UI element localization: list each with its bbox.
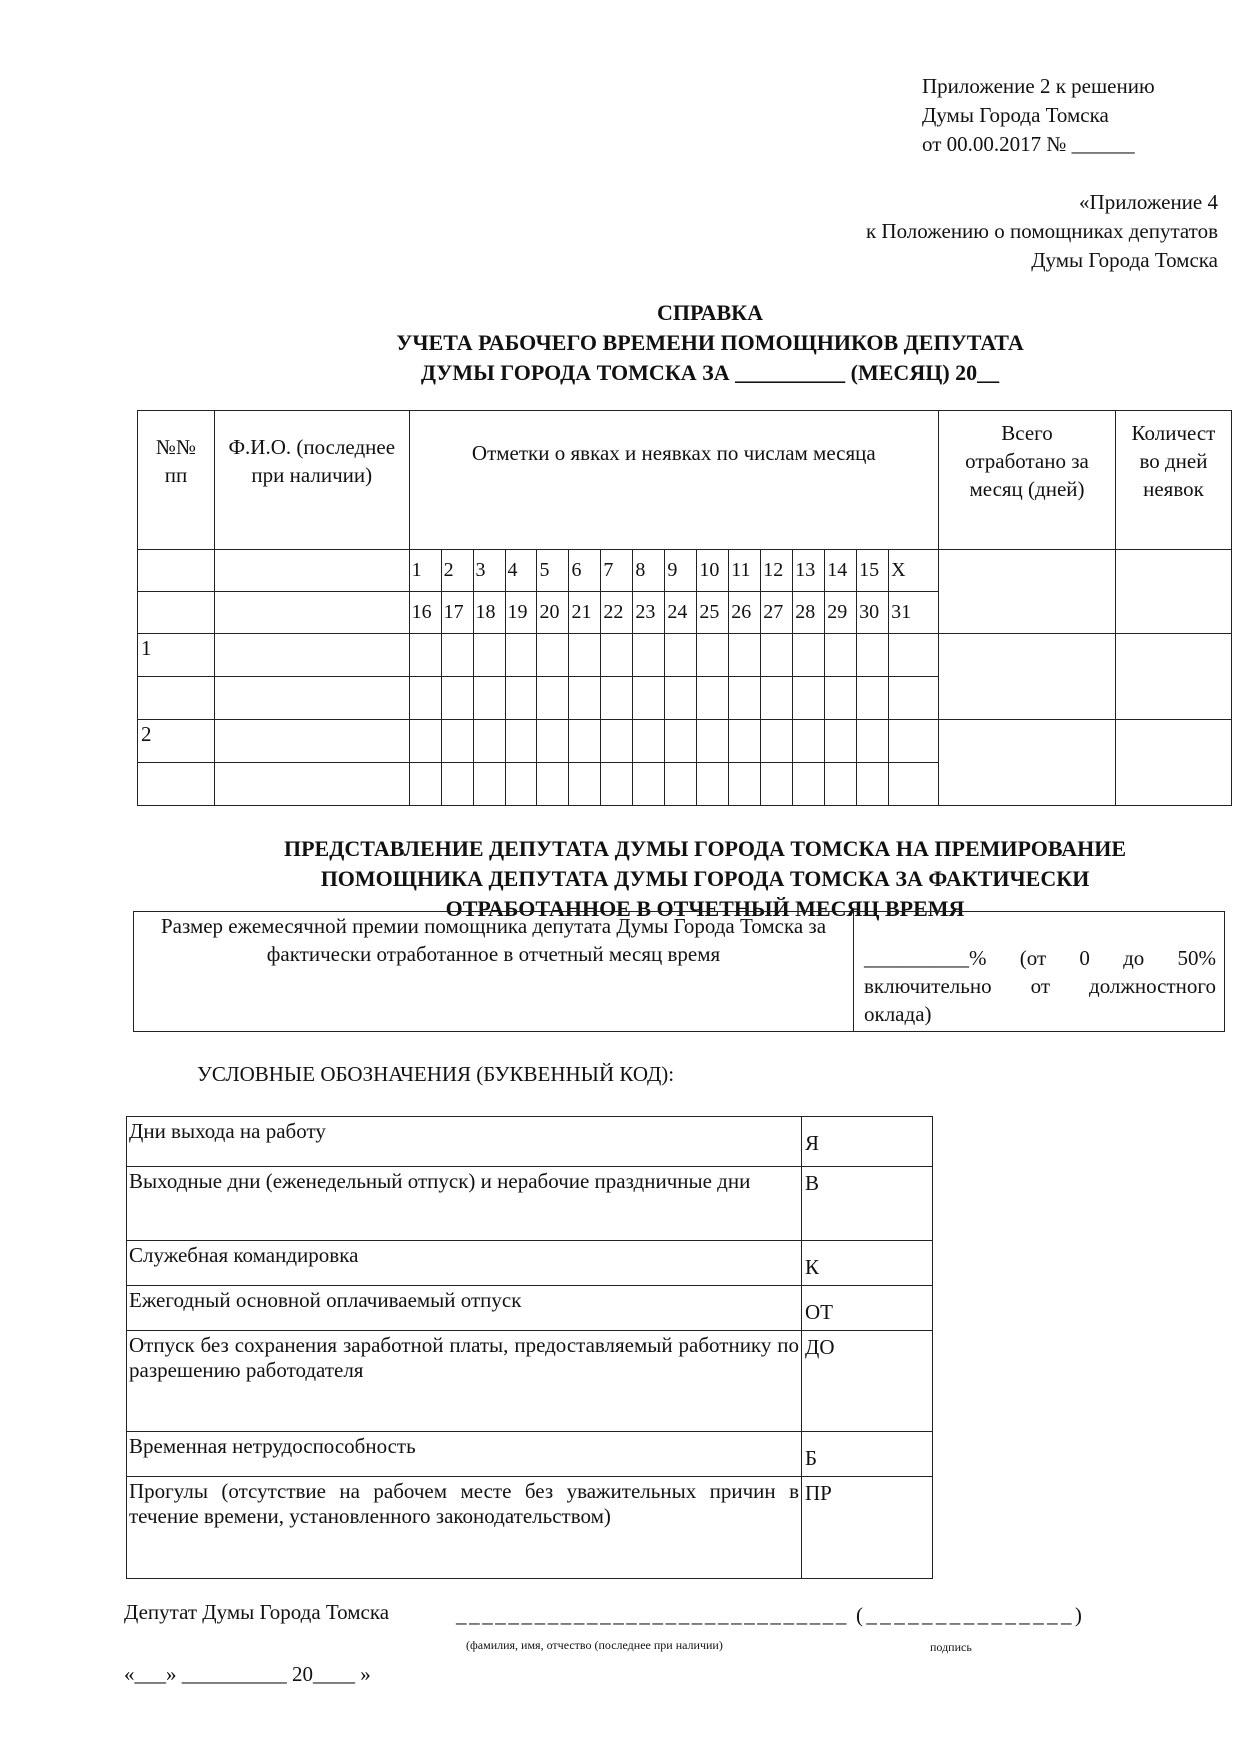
table-row [138, 720, 1232, 763]
day-label: 13 [793, 550, 825, 592]
ref-line: Думы Города Томска [922, 103, 1109, 127]
cell [214, 550, 409, 592]
day-label: 12 [761, 550, 793, 592]
day-mark-cell[interactable] [729, 677, 761, 720]
row-number: 2 [138, 720, 215, 763]
day-mark-cell[interactable] [601, 677, 633, 720]
legend-code: Я [802, 1117, 933, 1167]
day-mark-cell[interactable] [889, 634, 939, 677]
day-mark-cell[interactable] [665, 763, 697, 806]
days-row [138, 550, 1232, 592]
day-label: 11 [729, 550, 761, 592]
legend-title: УСЛОВНЫЕ ОБОЗНАЧЕНИЯ (БУКВЕННЫЙ КОД): [197, 1062, 675, 1086]
day-label: 22 [601, 592, 633, 634]
legend-row [127, 1286, 933, 1331]
document-title [250, 298, 1170, 388]
title-line: ПРЕДСТАВЛЕНИЕ ДЕПУТАТА ДУМЫ ГОРОДА ТОМСКА НА ПРЕМИРОВАНИЕ [284, 836, 1126, 861]
col-num: №№ пп [138, 411, 215, 550]
day-mark-cell[interactable] [505, 677, 537, 720]
total-cell[interactable] [939, 634, 1116, 720]
day-mark-cell[interactable] [505, 763, 537, 806]
day-mark-cell[interactable] [409, 677, 441, 720]
day-label: 15 [857, 550, 889, 592]
day-mark-cell[interactable] [633, 720, 665, 763]
day-label: 23 [633, 592, 665, 634]
day-mark-cell[interactable] [441, 720, 473, 763]
day-mark-cell[interactable] [825, 677, 857, 720]
legend-code: Б [802, 1432, 933, 1477]
legend-text: Отпуск без сохранения заработной платы, предоставляемый работнику по разрешению работодателя [127, 1331, 802, 1432]
bonus-label: Размер ежемесячной премии помощника депутата Думы Города Томска за фактически отработанное в отчетный месяц время [134, 912, 854, 1032]
bonus-table [133, 911, 1225, 1032]
day-mark-cell[interactable] [729, 634, 761, 677]
day-mark-cell[interactable] [697, 720, 729, 763]
legend-code: ДО [802, 1331, 933, 1432]
day-label: 16 [409, 592, 441, 634]
legend-text: Ежегодный основной оплачиваемый отпуск [127, 1286, 802, 1331]
day-mark-cell[interactable] [697, 677, 729, 720]
legend-row [127, 1331, 933, 1432]
day-label: 8 [633, 550, 665, 592]
absent-cell[interactable] [1115, 720, 1231, 806]
cell [138, 592, 215, 634]
legend-code: К [802, 1241, 933, 1286]
day-mark-cell[interactable] [889, 720, 939, 763]
day-label: 29 [825, 592, 857, 634]
legend-text: Временная нетрудоспособность [127, 1432, 802, 1477]
day-mark-cell[interactable] [441, 763, 473, 806]
table-header [138, 411, 1232, 550]
day-mark-cell[interactable] [665, 634, 697, 677]
day-mark-cell[interactable] [633, 763, 665, 806]
day-mark-cell[interactable] [793, 763, 825, 806]
day-mark-cell[interactable] [857, 677, 889, 720]
ref-line: Приложение 2 к решению [922, 74, 1155, 98]
fio-cell[interactable] [214, 763, 409, 806]
day-mark-cell[interactable] [409, 634, 441, 677]
legend-row [127, 1432, 933, 1477]
day-mark-cell[interactable] [825, 720, 857, 763]
date-field[interactable]: «___» __________ 20____ » [124, 1662, 371, 1686]
day-mark-cell[interactable] [761, 763, 793, 806]
day-mark-cell[interactable] [857, 634, 889, 677]
legend-code: ПР [802, 1477, 933, 1579]
day-mark-cell[interactable] [825, 763, 857, 806]
title-line: ПОМОЩНИКА ДЕПУТАТА ДУМЫ ГОРОДА ТОМСКА ЗА ФАКТИЧЕСКИ [320, 866, 1090, 891]
day-mark-cell[interactable] [697, 634, 729, 677]
legend-row [127, 1241, 933, 1286]
day-mark-cell[interactable] [473, 677, 505, 720]
day-mark-cell[interactable] [633, 677, 665, 720]
title-line: ДУМЫ ГОРОДА ТОМСКА ЗА __________ (МЕСЯЦ) 20__ [420, 360, 1000, 385]
ref-line: «Приложение 4 [1079, 190, 1218, 214]
ref-line: Думы Города Томска [1031, 248, 1218, 272]
day-mark-cell[interactable] [793, 720, 825, 763]
day-mark-cell[interactable] [569, 677, 601, 720]
ref-line: от 00.00.2017 № ______ [922, 132, 1135, 156]
day-mark-cell[interactable] [473, 720, 505, 763]
day-mark-cell[interactable] [857, 720, 889, 763]
day-mark-cell[interactable] [441, 677, 473, 720]
bonus-value-field[interactable]: __________% (от 0 до 50% включительно от должностного оклада) [854, 912, 1225, 1032]
legend-table [126, 1116, 933, 1579]
cell [138, 677, 215, 720]
day-mark-cell[interactable] [409, 763, 441, 806]
day-mark-cell[interactable] [761, 720, 793, 763]
absent-cell[interactable] [1115, 634, 1231, 720]
day-label: 19 [505, 592, 537, 634]
table-row [138, 634, 1232, 677]
day-mark-cell[interactable] [665, 677, 697, 720]
day-label: 18 [473, 592, 505, 634]
fio-cell[interactable] [214, 634, 409, 677]
legend-row [127, 1117, 933, 1167]
day-mark-cell[interactable] [729, 763, 761, 806]
day-label: 25 [697, 592, 729, 634]
day-label: 10 [697, 550, 729, 592]
day-label: 27 [761, 592, 793, 634]
cell [138, 550, 215, 592]
day-label: 20 [537, 592, 569, 634]
day-mark-cell[interactable] [697, 763, 729, 806]
appendix-reference [866, 188, 1218, 275]
day-mark-cell[interactable] [601, 763, 633, 806]
fio-cell[interactable] [214, 720, 409, 763]
col-fio: Ф.И.О. (последнее при наличии) [214, 411, 409, 550]
decision-reference [922, 72, 1155, 159]
day-mark-cell[interactable] [761, 677, 793, 720]
day-mark-cell[interactable] [793, 634, 825, 677]
total-cell[interactable] [939, 550, 1116, 634]
day-mark-cell[interactable] [761, 634, 793, 677]
day-label: 6 [569, 550, 601, 592]
legend-row [127, 1167, 933, 1241]
day-mark-cell[interactable] [441, 634, 473, 677]
col-marks: Отметки о явках и неявках по числам месяца [409, 411, 938, 550]
signature-caption: подпись [930, 1640, 972, 1654]
title-line: СПРАВКА [656, 300, 764, 325]
day-mark-cell[interactable] [633, 634, 665, 677]
row-number: 1 [138, 634, 215, 677]
day-label: 4 [505, 550, 537, 592]
day-label: 3 [473, 550, 505, 592]
total-cell[interactable] [939, 720, 1116, 806]
day-label: 24 [665, 592, 697, 634]
legend-text: Служебная командировка [127, 1241, 802, 1286]
day-label: 17 [441, 592, 473, 634]
day-mark-cell[interactable] [409, 720, 441, 763]
absent-cell[interactable] [1115, 550, 1231, 634]
day-mark-cell[interactable] [537, 720, 569, 763]
day-mark-cell[interactable] [537, 677, 569, 720]
fio-cell[interactable] [214, 677, 409, 720]
day-label: 21 [569, 592, 601, 634]
day-mark-cell[interactable] [889, 763, 939, 806]
col-total: Всего отработано за месяц (дней) [939, 411, 1116, 550]
legend-row [127, 1477, 933, 1579]
signature-label: Депутат Думы Города Томска [124, 1600, 390, 1624]
day-mark-cell[interactable] [537, 763, 569, 806]
day-label: 2 [441, 550, 473, 592]
title-line: ОТРАБОТАННОЕ В ОТЧЕТНЫЙ МЕСЯЦ ВРЕМЯ [445, 896, 965, 921]
day-mark-cell[interactable] [665, 720, 697, 763]
legend-text: Выходные дни (еженедельный отпуск) и нерабочие праздничные дни [127, 1167, 802, 1241]
day-mark-cell[interactable] [473, 763, 505, 806]
day-label: 30 [857, 592, 889, 634]
timesheet-table [137, 410, 1232, 806]
day-label: 7 [601, 550, 633, 592]
day-mark-cell[interactable] [793, 677, 825, 720]
cell [214, 592, 409, 634]
day-mark-cell[interactable] [729, 720, 761, 763]
day-label: 31 [889, 592, 939, 634]
legend-code: ОТ [802, 1286, 933, 1331]
day-mark-cell[interactable] [505, 634, 537, 677]
name-field[interactable]: ______________________________ [456, 1603, 849, 1627]
legend-text: Прогулы (отсутствие на рабочем месте без уважительных причин в течение времени, установленного законодательством) [127, 1477, 802, 1579]
day-label: 5 [537, 550, 569, 592]
day-mark-cell[interactable] [569, 634, 601, 677]
day-mark-cell[interactable] [569, 763, 601, 806]
cell [138, 763, 215, 806]
day-label: 9 [665, 550, 697, 592]
day-mark-cell[interactable] [601, 720, 633, 763]
day-label: 14 [825, 550, 857, 592]
day-mark-cell[interactable] [569, 720, 601, 763]
name-caption: (фамилия, имя, отчество (последнее при наличии) [466, 1638, 723, 1652]
signature-field[interactable]: (_______________) [856, 1603, 1086, 1627]
day-mark-cell[interactable] [825, 634, 857, 677]
day-label: 26 [729, 592, 761, 634]
day-mark-cell[interactable] [889, 677, 939, 720]
title-line: УЧЕТА РАБОЧЕГО ВРЕМЕНИ ПОМОЩНИКОВ ДЕПУТАТА [396, 330, 1024, 355]
day-mark-cell[interactable] [537, 634, 569, 677]
legend-text: Дни выхода на работу [127, 1117, 802, 1167]
day-label: 28 [793, 592, 825, 634]
day-mark-cell[interactable] [857, 763, 889, 806]
day-mark-cell[interactable] [505, 720, 537, 763]
day-label: X [889, 550, 939, 592]
day-mark-cell[interactable] [601, 634, 633, 677]
col-absent: Количест во дней неявок [1115, 411, 1231, 550]
day-mark-cell[interactable] [473, 634, 505, 677]
ref-line: к Положению о помощниках депутатов [865, 219, 1218, 243]
legend-code: В [802, 1167, 933, 1241]
day-label: 1 [409, 550, 441, 592]
